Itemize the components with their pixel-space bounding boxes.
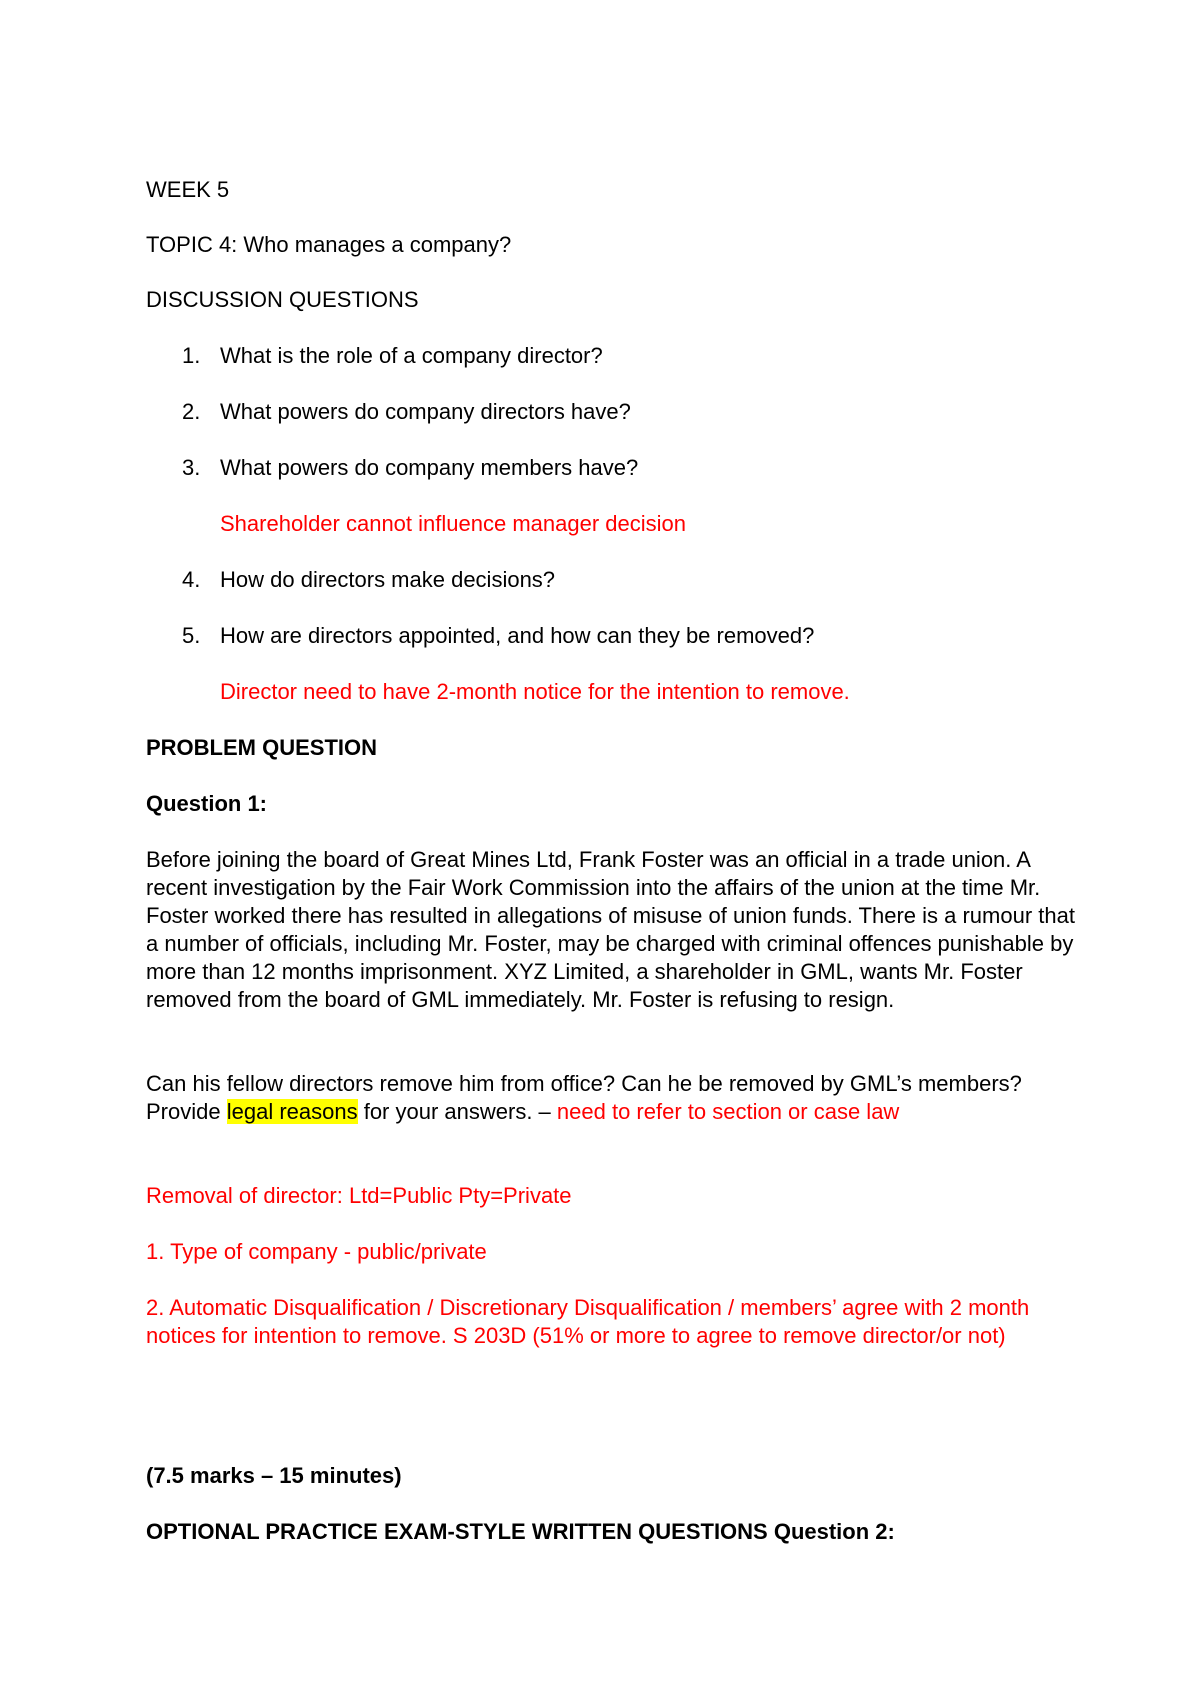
discussion-heading: DISCUSSION QUESTIONS: [146, 287, 419, 312]
question-heading: Question 1:: [146, 791, 268, 816]
annotation-note: Director need to have 2-month notice for the intention to remove.: [220, 679, 850, 704]
topic-title: TOPIC 4: Who manages a company?: [146, 232, 512, 257]
list-item-text: How do directors make decisions?: [220, 567, 556, 592]
optional-heading: OPTIONAL PRACTICE EXAM-STYLE WRITTEN QUESTIONS Question 2:: [146, 1519, 895, 1544]
list-item-text: What powers do company members have?: [220, 455, 639, 480]
annotation-note: 1. Type of company - public/private: [146, 1239, 487, 1264]
list-number: 2.: [182, 399, 201, 424]
annotation-note: need to refer to section or case law: [556, 1099, 900, 1124]
list-number: 3.: [182, 455, 201, 480]
question-body: Before joining the board of Great Mines Ltd, Frank Foster was an official in a trade union. A recent investigation by the Fair Work Commission into the affairs of the union at the time Mr. Foster worked there has resulted in allegations of misuse of union funds. There is a rumour that a number of officials, including Mr. Foster, may be charged with criminal offences punishable by more than 12 months imprisonment. XYZ Limited, a shareholder in GML, wants Mr. Foster removed from the board of GML immediately. Mr. Foster is refusing to resign.: [146, 847, 1075, 1012]
problem-heading: PROBLEM QUESTION: [146, 735, 378, 760]
list-number: 5.: [182, 623, 201, 648]
annotation-note: Shareholder cannot influence manager decision: [220, 511, 686, 536]
marks-label: (7.5 marks – 15 minutes): [146, 1463, 402, 1488]
list-item-text: How are directors appointed, and how can they be removed?: [220, 623, 815, 648]
question-ask: [146, 1070, 1076, 1126]
list-item-text: What is the role of a company director?: [220, 343, 603, 368]
question-ask-text: Can his fellow directors remove him from office? Can he be removed by GML’s members? Provide: [146, 1071, 1022, 1124]
list-item-text: What powers do company directors have?: [220, 399, 631, 424]
annotation-note: Removal of director: Ltd=Public Pty=Private: [146, 1183, 572, 1208]
highlighted-phrase: legal reasons: [226, 1099, 358, 1124]
list-number: 1.: [182, 343, 201, 368]
annotation-note: 2. Automatic Disqualification / Discretionary Disqualification / members’ agree with 2 month notices for intention to remove. S 203D (51% or more to agree to remove director/or not): [146, 1295, 1030, 1348]
list-number: 4.: [182, 567, 201, 592]
week-label: WEEK 5: [146, 177, 230, 202]
question-ask-text: for your answers. –: [357, 1099, 557, 1124]
